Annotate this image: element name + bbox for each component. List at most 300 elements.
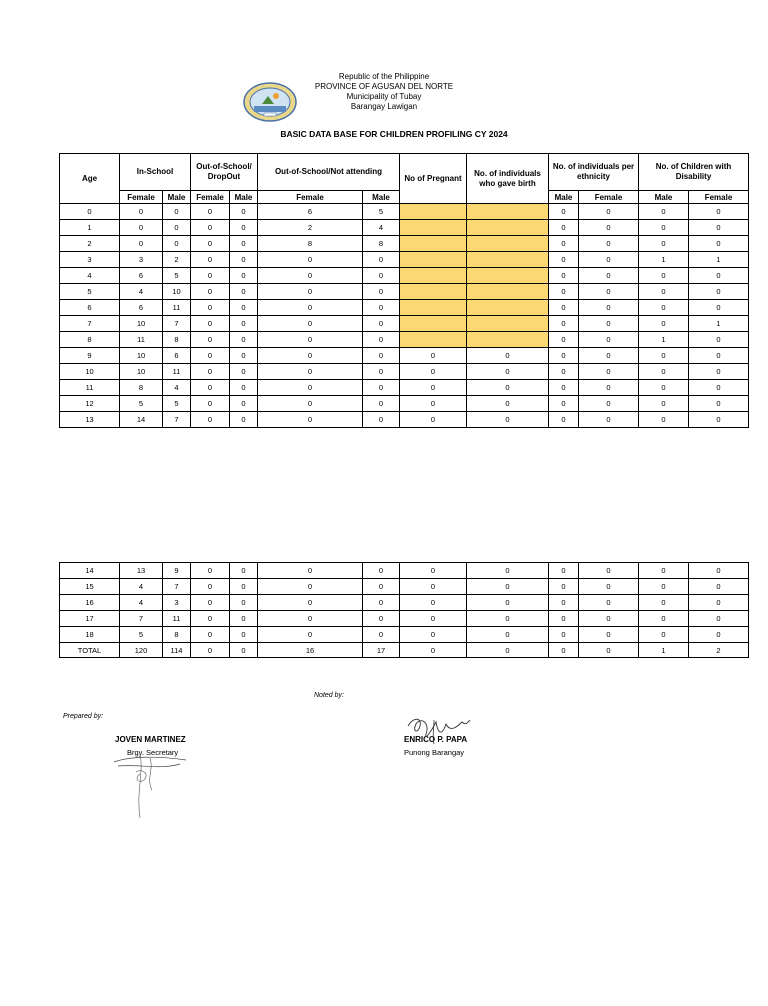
cell-on-m: 0	[363, 316, 400, 332]
cell-dis-m: 0	[639, 396, 689, 412]
cell-eth-m: 0	[549, 579, 579, 595]
table-row	[60, 364, 749, 380]
cell-on-f: 0	[258, 563, 363, 579]
cell-is-m: 3	[163, 595, 191, 611]
preparer-name: JOVEN MARTINEZ	[115, 735, 186, 744]
total-row	[60, 643, 749, 658]
cell-is-f: 13	[120, 563, 163, 579]
cell-birth	[467, 236, 549, 252]
cell-birth	[467, 300, 549, 316]
cell-on-m: 0	[363, 268, 400, 284]
cell-eth-f: 0	[579, 611, 639, 627]
cell-is-m: 7	[163, 316, 191, 332]
table-row	[60, 396, 749, 412]
total-is-f: 120	[120, 643, 163, 658]
cell-od-f: 0	[191, 627, 230, 643]
cell-birth	[467, 332, 549, 348]
profiling-table-part1	[59, 153, 749, 428]
header-disability: No. of Children with Disability	[639, 154, 749, 191]
cell-eth-m: 0	[549, 300, 579, 316]
cell-preg: 0	[400, 595, 467, 611]
cell-on-f: 0	[258, 396, 363, 412]
table-row	[60, 252, 749, 268]
cell-od-m: 0	[230, 579, 258, 595]
cell-is-f: 4	[120, 284, 163, 300]
cell-preg: 0	[400, 380, 467, 396]
total-od-m: 0	[230, 643, 258, 658]
cell-is-f: 5	[120, 627, 163, 643]
cell-eth-m: 0	[549, 595, 579, 611]
cell-is-m: 0	[163, 236, 191, 252]
total-age: TOTAL	[60, 643, 120, 658]
cell-birth: 0	[467, 579, 549, 595]
cell-eth-m: 0	[549, 268, 579, 284]
table-row	[60, 348, 749, 364]
cell-dis-f: 0	[689, 268, 749, 284]
sub-female: Female	[258, 191, 363, 204]
cell-eth-m: 0	[549, 412, 579, 428]
preparer-signature-icon	[110, 742, 190, 822]
cell-eth-f: 0	[579, 412, 639, 428]
cell-is-f: 14	[120, 412, 163, 428]
cell-eth-f: 0	[579, 220, 639, 236]
cell-od-f: 0	[191, 348, 230, 364]
total-birth: 0	[467, 643, 549, 658]
cell-age: 18	[60, 627, 120, 643]
cell-od-m: 0	[230, 284, 258, 300]
header-in-school: In-School	[120, 154, 191, 191]
cell-eth-m: 0	[549, 220, 579, 236]
cell-is-m: 0	[163, 220, 191, 236]
cell-age: 13	[60, 412, 120, 428]
cell-on-m: 0	[363, 611, 400, 627]
cell-dis-m: 0	[639, 412, 689, 428]
cell-on-m: 0	[363, 396, 400, 412]
cell-dis-f: 0	[689, 364, 749, 380]
total-on-m: 17	[363, 643, 400, 658]
cell-is-m: 2	[163, 252, 191, 268]
cell-od-f: 0	[191, 268, 230, 284]
cell-age: 12	[60, 396, 120, 412]
noter-name: ENRICO P. PAPA	[404, 735, 468, 744]
header-age: Age	[60, 154, 120, 204]
cell-is-f: 4	[120, 595, 163, 611]
cell-preg	[400, 284, 467, 300]
cell-preg	[400, 204, 467, 220]
cell-od-m: 0	[230, 204, 258, 220]
cell-on-f: 0	[258, 595, 363, 611]
cell-dis-f: 0	[689, 412, 749, 428]
cell-od-f: 0	[191, 563, 230, 579]
cell-is-m: 10	[163, 284, 191, 300]
cell-is-f: 0	[120, 220, 163, 236]
cell-is-f: 10	[120, 364, 163, 380]
total-preg: 0	[400, 643, 467, 658]
total-on-f: 16	[258, 643, 363, 658]
cell-dis-m: 0	[639, 268, 689, 284]
cell-age: 7	[60, 316, 120, 332]
cell-on-f: 0	[258, 252, 363, 268]
cell-dis-f: 0	[689, 204, 749, 220]
cell-is-m: 4	[163, 380, 191, 396]
cell-is-m: 8	[163, 627, 191, 643]
table-row	[60, 563, 749, 579]
cell-eth-f: 0	[579, 332, 639, 348]
table-row	[60, 412, 749, 428]
cell-age: 8	[60, 332, 120, 348]
cell-is-m: 11	[163, 300, 191, 316]
cell-age: 14	[60, 563, 120, 579]
cell-dis-f: 0	[689, 579, 749, 595]
cell-od-m: 0	[230, 364, 258, 380]
preparer-position: Brgy. Secretary	[127, 748, 179, 757]
cell-on-f: 0	[258, 316, 363, 332]
cell-age: 9	[60, 348, 120, 364]
cell-eth-f: 0	[579, 380, 639, 396]
cell-dis-f: 0	[689, 220, 749, 236]
cell-age: 1	[60, 220, 120, 236]
cell-od-f: 0	[191, 412, 230, 428]
cell-age: 5	[60, 284, 120, 300]
table-row	[60, 316, 749, 332]
cell-eth-f: 0	[579, 563, 639, 579]
table-row	[60, 300, 749, 316]
table-body-part1	[60, 204, 749, 428]
table-row	[60, 284, 749, 300]
cell-preg	[400, 300, 467, 316]
cell-eth-m: 0	[549, 332, 579, 348]
header-line: Barangay Lawigan	[350, 102, 418, 111]
cell-od-m: 0	[230, 316, 258, 332]
cell-preg: 0	[400, 412, 467, 428]
sub-male: Male	[163, 191, 191, 204]
table-row	[60, 380, 749, 396]
header-ethnicity: No. of individuals per ethnicity	[549, 154, 639, 191]
cell-dis-f: 0	[689, 563, 749, 579]
cell-is-m: 5	[163, 268, 191, 284]
table-row	[60, 579, 749, 595]
cell-dis-f: 0	[689, 284, 749, 300]
cell-birth	[467, 268, 549, 284]
cell-dis-m: 0	[639, 595, 689, 611]
cell-age: 17	[60, 611, 120, 627]
cell-is-f: 10	[120, 316, 163, 332]
cell-on-f: 8	[258, 236, 363, 252]
cell-od-f: 0	[191, 220, 230, 236]
cell-on-m: 0	[363, 595, 400, 611]
cell-eth-f: 0	[579, 300, 639, 316]
cell-eth-m: 0	[549, 611, 579, 627]
cell-eth-f: 0	[579, 316, 639, 332]
cell-od-m: 0	[230, 348, 258, 364]
sub-female: Female	[120, 191, 163, 204]
cell-on-m: 0	[363, 348, 400, 364]
cell-age: 15	[60, 579, 120, 595]
cell-dis-f: 0	[689, 380, 749, 396]
cell-is-m: 0	[163, 204, 191, 220]
cell-is-f: 8	[120, 380, 163, 396]
cell-eth-m: 0	[549, 364, 579, 380]
table-body-part2	[60, 563, 749, 658]
cell-on-f: 0	[258, 300, 363, 316]
cell-birth	[467, 284, 549, 300]
cell-dis-f: 0	[689, 396, 749, 412]
cell-od-m: 0	[230, 380, 258, 396]
cell-dis-m: 0	[639, 611, 689, 627]
cell-preg	[400, 252, 467, 268]
cell-eth-m: 0	[549, 563, 579, 579]
sub-female: Female	[689, 191, 749, 204]
cell-od-f: 0	[191, 380, 230, 396]
cell-on-m: 5	[363, 204, 400, 220]
cell-age: 0	[60, 204, 120, 220]
cell-on-f: 0	[258, 364, 363, 380]
cell-is-m: 9	[163, 563, 191, 579]
cell-eth-f: 0	[579, 627, 639, 643]
total-eth-m: 0	[549, 643, 579, 658]
cell-od-f: 0	[191, 316, 230, 332]
cell-age: 10	[60, 364, 120, 380]
cell-on-f: 0	[258, 268, 363, 284]
table-row	[60, 611, 749, 627]
cell-dis-m: 0	[639, 364, 689, 380]
cell-preg: 0	[400, 364, 467, 380]
cell-od-f: 0	[191, 300, 230, 316]
cell-eth-m: 0	[549, 252, 579, 268]
header-pregnant: No of Pregnant	[400, 154, 467, 204]
cell-preg: 0	[400, 579, 467, 595]
noted-by-label: Noted by:	[314, 692, 344, 699]
cell-od-m: 0	[230, 396, 258, 412]
cell-dis-f: 0	[689, 236, 749, 252]
cell-dis-f: 0	[689, 627, 749, 643]
document-title: BASIC DATA BASE FOR CHILDREN PROFILING CY 2024	[280, 129, 508, 139]
cell-preg: 0	[400, 627, 467, 643]
cell-birth	[467, 252, 549, 268]
cell-on-f: 0	[258, 348, 363, 364]
cell-dis-m: 0	[639, 380, 689, 396]
table-row	[60, 204, 749, 220]
total-dis-f: 2	[689, 643, 749, 658]
cell-is-f: 6	[120, 268, 163, 284]
cell-eth-f: 0	[579, 364, 639, 380]
cell-on-f: 0	[258, 380, 363, 396]
cell-od-f: 0	[191, 396, 230, 412]
cell-preg	[400, 220, 467, 236]
header-oos-not-attending: Out-of-School/Not attending	[258, 154, 400, 191]
header-gave-birth: No. of individuals who gave birth	[467, 154, 549, 204]
cell-on-m: 8	[363, 236, 400, 252]
cell-eth-f: 0	[579, 396, 639, 412]
cell-birth: 0	[467, 364, 549, 380]
cell-eth-f: 0	[579, 595, 639, 611]
cell-on-f: 0	[258, 332, 363, 348]
cell-is-f: 3	[120, 252, 163, 268]
cell-dis-m: 0	[639, 236, 689, 252]
cell-on-m: 0	[363, 252, 400, 268]
cell-preg: 0	[400, 563, 467, 579]
cell-is-m: 5	[163, 396, 191, 412]
cell-eth-f: 0	[579, 284, 639, 300]
header-line: PROVINCE OF AGUSAN DEL NORTE	[314, 82, 454, 91]
cell-dis-f: 0	[689, 611, 749, 627]
cell-od-f: 0	[191, 595, 230, 611]
cell-birth: 0	[467, 412, 549, 428]
cell-birth: 0	[467, 627, 549, 643]
cell-on-f: 2	[258, 220, 363, 236]
cell-is-f: 7	[120, 611, 163, 627]
sub-male: Male	[549, 191, 579, 204]
cell-dis-m: 0	[639, 204, 689, 220]
table-row	[60, 236, 749, 252]
cell-birth	[467, 220, 549, 236]
total-is-m: 114	[163, 643, 191, 658]
cell-preg	[400, 268, 467, 284]
cell-od-m: 0	[230, 563, 258, 579]
cell-eth-m: 0	[549, 204, 579, 220]
cell-eth-f: 0	[579, 252, 639, 268]
cell-birth: 0	[467, 380, 549, 396]
cell-is-f: 6	[120, 300, 163, 316]
cell-od-m: 0	[230, 220, 258, 236]
cell-dis-f: 0	[689, 300, 749, 316]
cell-od-m: 0	[230, 252, 258, 268]
cell-on-f: 0	[258, 579, 363, 595]
sub-female: Female	[191, 191, 230, 204]
cell-dis-m: 0	[639, 579, 689, 595]
cell-is-f: 5	[120, 396, 163, 412]
cell-birth: 0	[467, 348, 549, 364]
document-header	[0, 72, 768, 112]
cell-age: 4	[60, 268, 120, 284]
cell-eth-m: 0	[549, 236, 579, 252]
cell-dis-m: 0	[639, 348, 689, 364]
cell-dis-m: 0	[639, 220, 689, 236]
cell-on-m: 0	[363, 412, 400, 428]
cell-od-f: 0	[191, 579, 230, 595]
cell-eth-f: 0	[579, 348, 639, 364]
cell-is-f: 10	[120, 348, 163, 364]
cell-dis-m: 0	[639, 316, 689, 332]
table-row	[60, 268, 749, 284]
cell-eth-m: 0	[549, 348, 579, 364]
cell-on-m: 0	[363, 284, 400, 300]
cell-od-m: 0	[230, 412, 258, 428]
cell-is-f: 11	[120, 332, 163, 348]
cell-od-f: 0	[191, 611, 230, 627]
cell-od-m: 0	[230, 332, 258, 348]
cell-od-f: 0	[191, 364, 230, 380]
table-row	[60, 627, 749, 643]
cell-dis-m: 1	[639, 252, 689, 268]
cell-preg: 0	[400, 611, 467, 627]
cell-on-m: 0	[363, 563, 400, 579]
cell-age: 6	[60, 300, 120, 316]
noter-signature-icon	[404, 712, 474, 746]
cell-on-f: 0	[258, 412, 363, 428]
cell-is-m: 11	[163, 364, 191, 380]
cell-od-m: 0	[230, 300, 258, 316]
cell-preg	[400, 332, 467, 348]
cell-od-m: 0	[230, 611, 258, 627]
cell-birth	[467, 316, 549, 332]
noter-position: Punong Barangay	[404, 748, 465, 757]
cell-is-m: 6	[163, 348, 191, 364]
cell-birth: 0	[467, 595, 549, 611]
cell-eth-m: 0	[549, 284, 579, 300]
table-row	[60, 595, 749, 611]
cell-od-f: 0	[191, 236, 230, 252]
sub-female: Female	[579, 191, 639, 204]
cell-is-f: 0	[120, 204, 163, 220]
total-od-f: 0	[191, 643, 230, 658]
header-oos-dropout: Out-of-School/ DropOut	[191, 154, 258, 191]
cell-is-f: 0	[120, 236, 163, 252]
cell-eth-m: 0	[549, 627, 579, 643]
cell-is-m: 7	[163, 579, 191, 595]
cell-od-m: 0	[230, 627, 258, 643]
sub-male: Male	[230, 191, 258, 204]
cell-dis-f: 1	[689, 252, 749, 268]
cell-on-m: 0	[363, 300, 400, 316]
cell-od-f: 0	[191, 284, 230, 300]
cell-on-m: 0	[363, 380, 400, 396]
cell-od-m: 0	[230, 236, 258, 252]
cell-dis-f: 0	[689, 332, 749, 348]
cell-preg	[400, 236, 467, 252]
profiling-table-part2	[59, 562, 749, 658]
cell-on-m: 0	[363, 332, 400, 348]
header-line: Republic of the Philippine	[338, 72, 430, 81]
cell-on-f: 6	[258, 204, 363, 220]
cell-birth: 0	[467, 611, 549, 627]
cell-dis-m: 0	[639, 284, 689, 300]
cell-dis-m: 0	[639, 563, 689, 579]
cell-age: 3	[60, 252, 120, 268]
cell-od-f: 0	[191, 252, 230, 268]
cell-eth-f: 0	[579, 204, 639, 220]
sub-male: Male	[639, 191, 689, 204]
cell-dis-m: 0	[639, 300, 689, 316]
cell-od-m: 0	[230, 595, 258, 611]
cell-on-m: 0	[363, 627, 400, 643]
total-eth-f: 0	[579, 643, 639, 658]
cell-age: 16	[60, 595, 120, 611]
table-row	[60, 332, 749, 348]
cell-birth: 0	[467, 563, 549, 579]
prepared-by-label: Prepared by:	[63, 713, 104, 720]
cell-dis-m: 0	[639, 627, 689, 643]
cell-on-m: 0	[363, 364, 400, 380]
cell-birth: 0	[467, 396, 549, 412]
cell-dis-m: 1	[639, 332, 689, 348]
cell-dis-f: 1	[689, 316, 749, 332]
sub-male: Male	[363, 191, 400, 204]
cell-age: 11	[60, 380, 120, 396]
cell-eth-m: 0	[549, 380, 579, 396]
cell-preg	[400, 316, 467, 332]
cell-eth-m: 0	[549, 316, 579, 332]
cell-eth-f: 0	[579, 579, 639, 595]
cell-preg: 0	[400, 396, 467, 412]
cell-eth-m: 0	[549, 396, 579, 412]
cell-on-f: 0	[258, 627, 363, 643]
cell-is-m: 7	[163, 412, 191, 428]
cell-preg: 0	[400, 348, 467, 364]
total-dis-m: 1	[639, 643, 689, 658]
cell-eth-f: 0	[579, 268, 639, 284]
cell-on-f: 0	[258, 611, 363, 627]
